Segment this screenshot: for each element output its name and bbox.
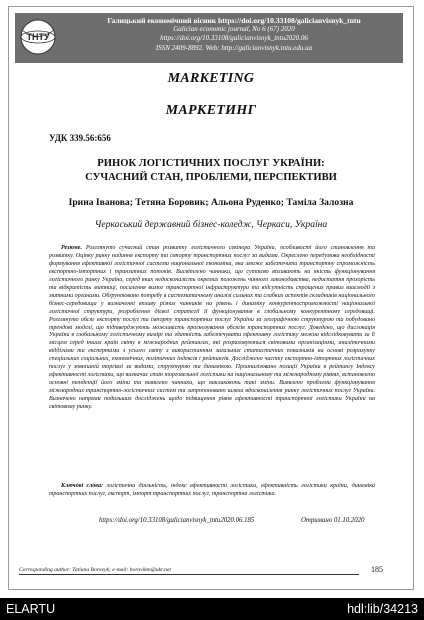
udc-code: УДК 339.56:656 bbox=[49, 133, 111, 143]
paper-page bbox=[8, 6, 414, 590]
section-title-en: MARKETING bbox=[167, 71, 255, 86]
journal-title: Галицький економічний вісник https://doi.org/10.33108/galicianvisnyk_tntu bbox=[107, 16, 361, 25]
university-logo-icon bbox=[19, 17, 57, 57]
keywords bbox=[49, 483, 375, 499]
logo-text: ТНТУ bbox=[26, 32, 50, 42]
page-number: 185 bbox=[371, 565, 383, 574]
handle-id[interactable]: hdl:lib/34213 bbox=[347, 602, 418, 616]
affiliation: Черкаський державний бізнес-коледж, Черкаси, Україна bbox=[94, 219, 328, 230]
footer-rule bbox=[19, 574, 359, 575]
repository-statusbar bbox=[0, 598, 424, 620]
abstract-label: Резюме. bbox=[61, 245, 82, 251]
keywords-text: логістична діяльність, індекс ефективності логістики, ефективність логістики країни, динаміка транспортних послуг, експорт, імпорт транспортних послуг, транспортна логістика. bbox=[49, 483, 376, 497]
article-title bbox=[9, 157, 413, 185]
repository-name: ELARTU bbox=[6, 602, 56, 616]
article-title-line-2: СУЧАСНИЙ СТАН, ПРОБЛЕМИ, ПЕРСПЕКТИВИ bbox=[85, 172, 337, 183]
corresponding-author: Corresponding author: Tatiana Borovyk; e-mail: borovikm@ukr.net bbox=[19, 567, 171, 573]
keywords-label: Ключові слова: bbox=[61, 483, 104, 489]
article-title-line-1: РИНОК ЛОГІСТИЧНИХ ПОСЛУГ УКРАЇНИ: bbox=[97, 158, 325, 169]
section-title-ua: МАРКЕТИНГ bbox=[165, 103, 257, 118]
journal-header bbox=[15, 13, 403, 63]
journal-issn[interactable]: ISSN 2409-8892. Web: http://galicianvisnyk.tntu.edu.ua bbox=[155, 43, 313, 52]
abstract-text: Розглянуто сучасний стан розвитку логістичного сектора України, особливості його становлення та розвитку. Оцінку ринку надання експорту та імпорту транспортних послуг за видами. Окреслено передумови необхідності формування ефективної логістичної системи національної економіки, яка зможе забезпечити транспортну спроможність експортно-імпортних і транзитних потоків. Висвітлено чинники, що суттєво впливають на якість функціонування логістичного ринку України, серед яких недосконалість окремих положень чинного законодавства, недостатня прозорість та відкритість митниці, посилення вимог транспортної інфраструктури та відсутність спрощених правил взаємодії з митними органами. Обґрунтовано потребу в систематичному аналізі сильних та слабких аспектів складників національного бізнес-середовища у визначенні впливу різних чинників на рівень і динаміку конкурентоспроможності національної логістичної структури, розроблення дієвої стратегії її функціонування в глобальному конкурентному середовищі. Розглянуто обсяг експорту послуг та імпорту транспортних послуг України за географічною структурою та побудовано трендові моделі, що підтверджують можливість прогнозування обсягів транспортних послуг. Доведено, що дислокація України в глобальному логістичному вимірі та здатність забезпечувати ефективну логістику можна відслідковувати за її місцем серед інших країн світу в міжнародних рейтингах, які розраховуються світовими організаціями, аналітичними відділами та експертами з усього світу з використанням загальних статистичних показників на основі розрахунку спеціальних соціальних, економічних, політичних індексів і рейтингів. Досліджено частку експортно-імпортних логістичних послуг у зовнішній торгівлі за видами, структурою та динамікою. Проаналізовано позиції України в рейтингу Індексу ефективності логістики, що визначає стан торговельної логістики на національному та міжнародному рівнях, встановлено основні тенденції його зміни та виявлено чинники, що викликають такі зміни. Виявлено проблеми функціонування міжнародних транспортно-логістичних систем та запропоновано шляхи вдосконалення ринку логістичних послуг України. Визначено напрями подальших досліджень щодо підвищення рівня ефективності транспортної логістики України на світовому ринку. bbox=[49, 245, 375, 411]
article-doi-link[interactable]: https://doi.org/10.33108/galicianvisnyk_tntu2020.06.185 bbox=[99, 517, 255, 524]
journal-issue-doi[interactable]: https://doi.org/10.33108/galicianvisnyk_tntu2020.06 bbox=[160, 34, 308, 43]
authors: Ірина Іванова; Тетяна Боровик; Альона Руденко; Таміла Залозна bbox=[68, 197, 354, 208]
journal-issue: Galician economic journal, No 6 (67) 2020 bbox=[173, 25, 295, 34]
journal-info bbox=[67, 16, 401, 53]
abstract bbox=[49, 245, 375, 412]
received-date: Отримано 01.10.2020 bbox=[301, 517, 365, 524]
